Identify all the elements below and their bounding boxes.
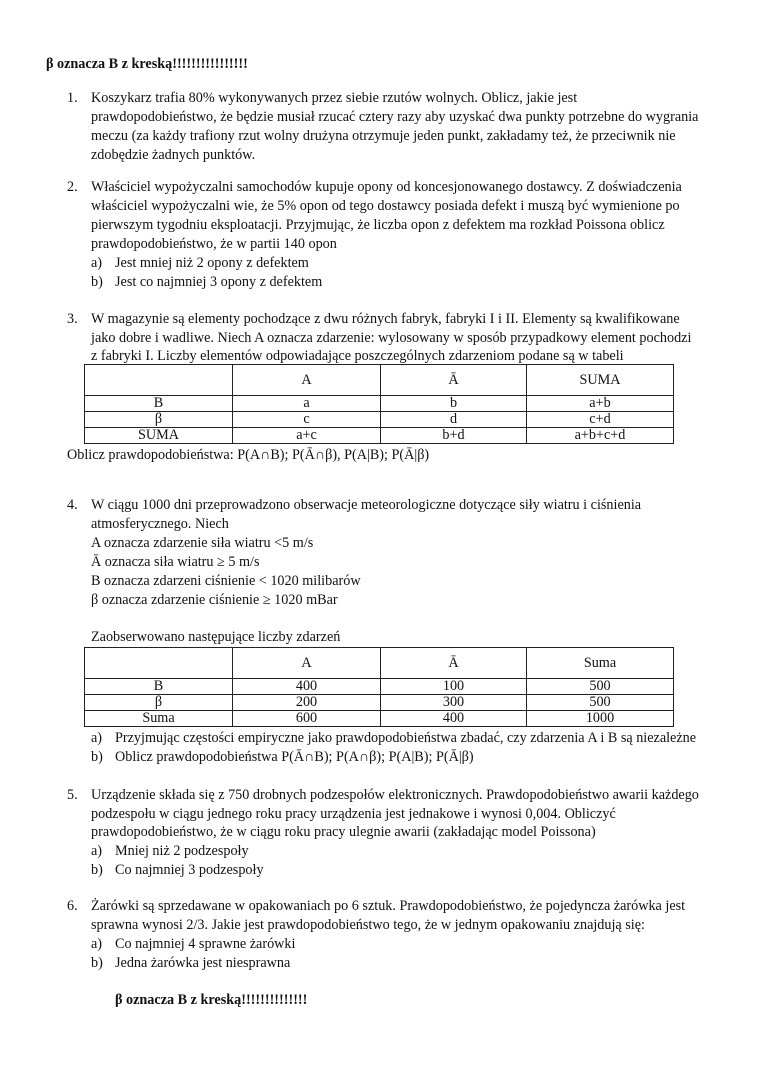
problem-number: 6. — [67, 898, 78, 914]
table-cell — [85, 648, 233, 679]
sub-item-label: a) — [91, 255, 103, 271]
table-cell: β — [85, 412, 233, 428]
sub-item-label: a) — [91, 843, 103, 859]
problem-line: z fabryki I. Liczby elementów odpowiadające poszczególnych zdarzeniom podane są w tabeli — [91, 348, 624, 364]
table-cell: 100 — [381, 679, 527, 695]
table-cell: B — [85, 396, 233, 412]
problem-line: Ā oznacza siła wiatru ≥ 5 m/s — [91, 554, 260, 570]
problem-line: A oznacza zdarzenie siła wiatru <5 m/s — [91, 535, 314, 551]
sub-item-text: Jest co najmniej 3 opony z defektem — [115, 274, 323, 290]
table-cell: b — [381, 396, 527, 412]
table-cell: SUMA — [527, 365, 674, 396]
table-cell: 1000 — [527, 711, 674, 727]
table-cell: Suma — [85, 711, 233, 727]
problem-line: sprawna wynosi 2/3. Jakie jest prawdopodobieństwo tego, że w jednym opakowaniu znajdują się: — [91, 917, 645, 933]
sub-item-text: Co najmniej 3 podzespoły — [115, 862, 264, 878]
table-cell: c+d — [527, 412, 674, 428]
table-cell: a — [233, 396, 381, 412]
table-cell: B — [85, 679, 233, 695]
problem-line: jako dobre i wadliwe. Niech A oznacza zdarzenie: wylosowany w sposób przypadkowy element pochodzi — [91, 330, 692, 346]
sub-item-label: a) — [91, 936, 103, 952]
table-row — [85, 711, 674, 727]
table-cell: d — [381, 412, 527, 428]
sub-item-label: a) — [91, 730, 103, 746]
table-cell: c — [233, 412, 381, 428]
weather-table — [84, 647, 674, 727]
footer-note: β oznacza B z kreską!!!!!!!!!!!!!! — [115, 992, 308, 1008]
table-cell: a+b — [527, 396, 674, 412]
table-row — [85, 428, 674, 444]
sub-item-text: Przyjmując częstości empiryczne jako prawdopodobieństwa zbadać, czy zdarzenia A i B są niezależne — [115, 730, 697, 746]
table-cell: b+d — [381, 428, 527, 444]
table-row — [85, 679, 674, 695]
sub-item-text: Mniej niż 2 podzespoły — [115, 843, 249, 859]
table-cell: 400 — [233, 679, 381, 695]
table-cell — [85, 365, 233, 396]
problem-line: prawdopodobieństwo, że w ciągu roku pracy ulegnie awarii (zakładając model Poissona) — [91, 824, 596, 840]
problem-line: Koszykarz trafia 80% wykonywanych przez siebie rzutów wolnych. Oblicz, jakie jest — [91, 90, 578, 106]
table-cell: 500 — [527, 679, 674, 695]
problem-line: β oznacza zdarzenie ciśnienie ≥ 1020 mBar — [91, 592, 338, 608]
problem-line: B oznacza zdarzeni ciśnienie < 1020 milibarów — [91, 573, 361, 589]
problem-line: meczu (za każdy trafiony rzut wolny drużyna otrzymuje jeden punkt, zakładamy też, że przeciwnik nie — [91, 128, 676, 144]
table-cell: Ā — [381, 365, 527, 396]
problem-line: Żarówki są sprzedawane w opakowaniach po 6 sztuk. Prawdopodobieństwo, że pojedyncza żarówka jest — [91, 898, 686, 914]
problem-question: Oblicz prawdopodobieństwa: P(A∩B); P(Ā∩β), P(A|B); P(Ā|β) — [67, 447, 430, 463]
problem-number: 3. — [67, 311, 78, 327]
table-cell: 400 — [381, 711, 527, 727]
sub-item-label: b) — [91, 274, 103, 290]
problem-line: właściciel wypożyczalni wie, że 5% opon od tego dostawcy posiada defekt i muszą być wymienione po — [91, 198, 680, 214]
problem-number: 2. — [67, 179, 78, 195]
sub-item-label: b) — [91, 862, 103, 878]
table-cell: a+c — [233, 428, 381, 444]
table-cell: Ā — [381, 648, 527, 679]
table-row — [85, 396, 674, 412]
sub-item-text: Oblicz prawdopodobieństwa P(Ā∩B); P(A∩β); P(A|B); P(Ā|β) — [115, 749, 474, 765]
table-cell: A — [233, 648, 381, 679]
table-cell: 600 — [233, 711, 381, 727]
table-cell: SUMA — [85, 428, 233, 444]
table-cell: 300 — [381, 695, 527, 711]
table-row — [85, 412, 674, 428]
table-row — [85, 695, 674, 711]
problem-line: prawdopodobieństwo, że w partii 140 opon — [91, 236, 337, 252]
problem-line: W ciągu 1000 dni przeprowadzono obserwacje meteorologiczne dotyczące siły wiatru i ciśnienia — [91, 497, 642, 513]
header-note: β oznacza B z kreską!!!!!!!!!!!!!!!! — [46, 56, 248, 72]
problem-line: pierwszym tygodniu eksploatacji. Przyjmując, że liczba opon z defektem ma rozkład Poissona oblicz — [91, 217, 665, 233]
sub-item-text: Co najmniej 4 sprawne żarówki — [115, 936, 296, 952]
table-header-row — [85, 648, 674, 679]
sub-item-text: Jedna żarówka jest niesprawna — [115, 955, 291, 971]
problem-number: 4. — [67, 497, 78, 513]
table-cell: Suma — [527, 648, 674, 679]
sub-item-text: Jest mniej niż 2 opony z defektem — [115, 255, 309, 271]
problem-number: 5. — [67, 787, 78, 803]
table-cell: 200 — [233, 695, 381, 711]
problem-line: Urządzenie składa się z 750 drobnych podzespołów elektronicznych. Prawdopodobieństwo awarii każdego — [91, 787, 699, 803]
problem-line: prawdopodobieństwo, że będzie musiał rzucać cztery razy aby uzyskać dwa punkty potrzebne do wygrania — [91, 109, 699, 125]
table-cell: 500 — [527, 695, 674, 711]
problem-line: zdobędzie żadnych punktów. — [91, 147, 256, 163]
sub-item-label: b) — [91, 955, 103, 971]
problem-line: podzespołu w ciągu jednego roku pracy urządzenia jest jednakowe i wynosi 0,004. Obliczyć — [91, 806, 616, 822]
problem-line: W magazynie są elementy pochodzące z dwu różnych fabryk, fabryki I i II. Elementy są kwalifikowane — [91, 311, 680, 327]
problem-line: Właściciel wypożyczalni samochodów kupuje opony od koncesjonowanego dostawcy. Z doświadczenia — [91, 179, 682, 195]
table-caption: Zaobserwowano następujące liczby zdarzeń — [91, 629, 341, 645]
problem-number: 1. — [67, 90, 78, 106]
table-cell: A — [233, 365, 381, 396]
table-cell: β — [85, 695, 233, 711]
table-cell: a+b+c+d — [527, 428, 674, 444]
table-header-row — [85, 365, 674, 396]
sub-item-label: b) — [91, 749, 103, 765]
problem-line: atmosferycznego. Niech — [91, 516, 229, 532]
factory-table — [84, 364, 674, 444]
